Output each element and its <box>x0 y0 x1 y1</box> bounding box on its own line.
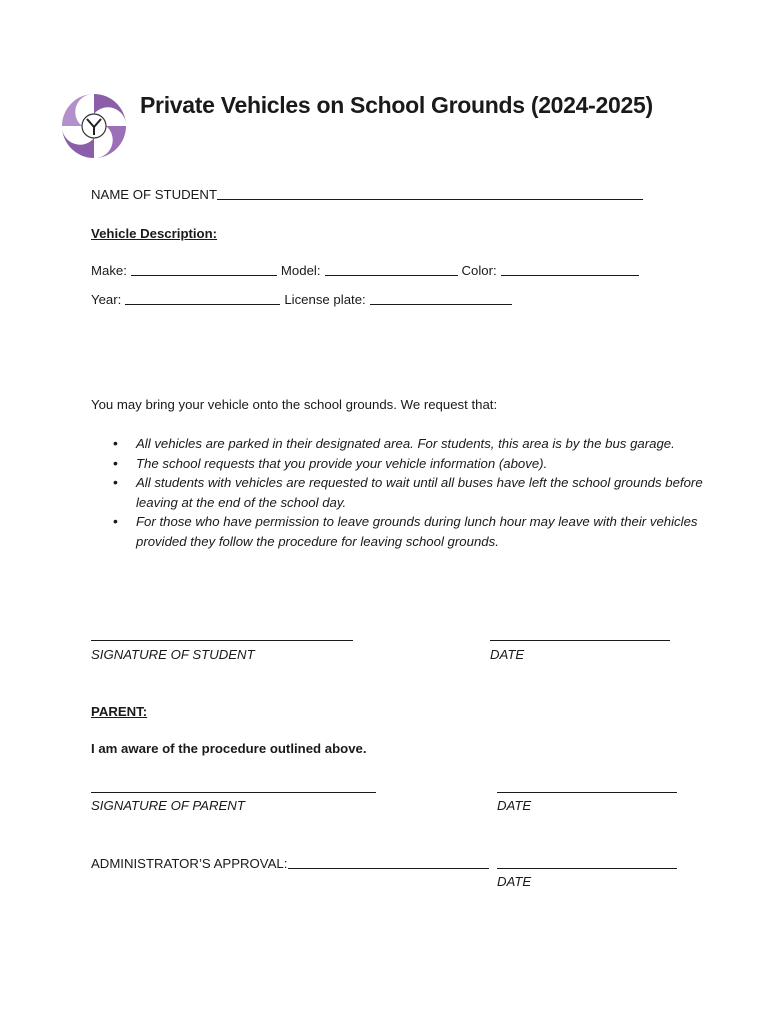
rule-item: • All students with vehicles are requested to wait until all buses have left the school grounds before leaving at the end of the school day. <box>136 473 736 512</box>
model-label: Model: <box>280 263 321 278</box>
student-name-label: NAME OF STUDENT <box>91 187 218 202</box>
year-field[interactable] <box>125 291 280 305</box>
parent-statement: I am aware of the procedure outlined above. <box>91 741 367 756</box>
license-plate-field[interactable] <box>370 291 512 305</box>
student-signature-label: SIGNATURE OF STUDENT <box>91 647 255 662</box>
administrator-approval-label: ADMINISTRATOR’S APPROVAL: <box>91 856 288 871</box>
school-logo <box>60 92 128 160</box>
parent-signature-label: SIGNATURE OF PARENT <box>91 798 245 813</box>
make-field[interactable] <box>131 262 277 276</box>
rule-item: • For those who have permission to leave grounds during lunch hour may leave with their vehicles provided they follow the procedure for leaving school grounds. <box>136 512 736 551</box>
student-date-field[interactable] <box>490 640 670 641</box>
administrator-date-label: DATE <box>497 874 532 889</box>
color-field[interactable] <box>501 262 639 276</box>
student-name-row <box>91 186 647 202</box>
rule-item: • All vehicles are parked in their designated area. For students, this area is by the bus garage. <box>136 434 736 454</box>
parent-date-field[interactable] <box>497 792 677 793</box>
make-label: Make: <box>91 263 127 278</box>
rules-list <box>91 434 736 551</box>
student-date-label: DATE <box>490 647 525 662</box>
administrator-approval-field[interactable] <box>288 868 489 869</box>
vehicle-row-2 <box>91 291 516 307</box>
model-field[interactable] <box>325 262 458 276</box>
color-label: Color: <box>461 263 497 278</box>
student-signature-field[interactable] <box>91 640 353 641</box>
vehicle-description-heading: Vehicle Description: <box>91 226 218 241</box>
license-plate-label: License plate: <box>284 292 366 307</box>
student-name-field[interactable] <box>217 186 643 200</box>
year-label: Year: <box>91 292 122 307</box>
intro-text: You may bring your vehicle onto the school grounds. We request that: <box>91 397 498 412</box>
parent-date-label: DATE <box>497 798 532 813</box>
vehicle-row-1 <box>91 262 643 278</box>
page-title: Private Vehicles on School Grounds (2024-2025) <box>140 92 653 118</box>
administrator-date-field[interactable] <box>497 868 677 869</box>
parent-heading: PARENT: <box>91 704 148 719</box>
rule-item: • The school requests that you provide your vehicle information (above). <box>136 454 736 474</box>
parent-signature-field[interactable] <box>91 792 376 793</box>
